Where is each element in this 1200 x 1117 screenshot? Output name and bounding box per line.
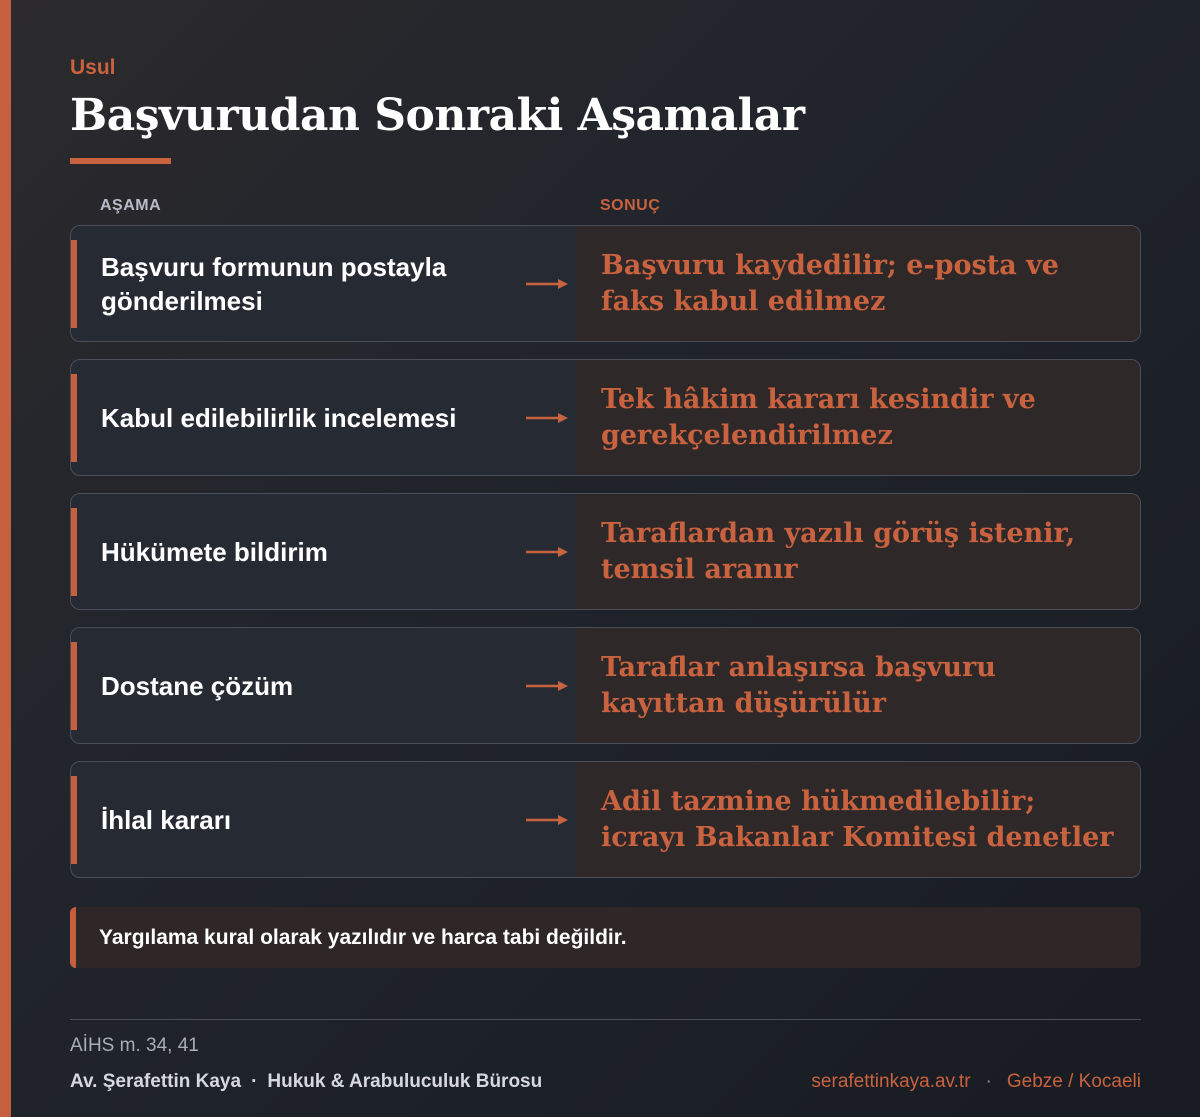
result-label: Adil tazmine hükmedilebilir; icrayı Bakanlar Komitesi denetler <box>601 785 1114 853</box>
stage-row <box>70 359 1141 476</box>
stage-row <box>70 627 1141 744</box>
row-accent <box>71 776 77 864</box>
note-text: Yargılama kural olarak yazılıdır ve harca tabi değildir. <box>99 925 627 949</box>
site-separator: · <box>985 1071 992 1092</box>
row-accent <box>71 642 77 730</box>
row-accent <box>71 374 77 462</box>
arrow-right-icon <box>526 277 568 291</box>
eyebrow-label: Usul <box>70 56 116 79</box>
row-accent <box>71 508 77 596</box>
page-title: Başvurudan Sonraki Aşamalar <box>70 90 805 141</box>
author-line <box>70 1071 542 1093</box>
footer-divider <box>70 1019 1141 1020</box>
arrow-right-icon <box>526 679 568 693</box>
left-accent-bar <box>0 0 11 1117</box>
author-separator: · <box>251 1071 258 1092</box>
arrow-right-icon <box>526 545 568 559</box>
site-line <box>811 1071 1141 1093</box>
arrow-right-icon <box>526 813 568 827</box>
stage-label: Hükümete bildirim <box>101 536 328 567</box>
title-underline <box>70 158 171 164</box>
source-reference: AİHS m. 34, 41 <box>70 1035 199 1056</box>
location-text: Gebze / Kocaeli <box>1006 1071 1141 1092</box>
stage-label: Dostane çözüm <box>101 670 294 701</box>
stage-label: İhlal kararı <box>101 804 232 835</box>
stage-label: Başvuru formunun postayla gönderilmesi <box>101 251 447 316</box>
result-label: Tek hâkim kararı kesindir ve gerekçelendirilmez <box>601 383 1036 451</box>
result-label: Başvuru kaydedilir; e-posta ve faks kabul edilmez <box>601 249 1059 317</box>
office-name: Hukuk & Arabuluculuk Bürosu <box>267 1071 543 1092</box>
info-note <box>70 907 1141 968</box>
stage-row <box>70 493 1141 610</box>
stage-label: Kabul edilebilirlik incelemesi <box>101 402 457 433</box>
result-label: Taraflar anlaşırsa başvuru kayıttan düşürülür <box>601 651 996 719</box>
website-link[interactable]: serafettinkaya.av.tr <box>811 1071 971 1092</box>
stage-row <box>70 225 1141 342</box>
stage-row <box>70 761 1141 878</box>
author-name: Av. Şerafettin Kaya <box>70 1071 242 1092</box>
note-accent <box>70 907 76 968</box>
row-accent <box>71 240 77 328</box>
column-header-result: SONUÇ <box>600 197 661 214</box>
column-header-stage: AŞAMA <box>100 197 162 214</box>
arrow-right-icon <box>526 411 568 425</box>
result-label: Taraflardan yazılı görüş istenir, temsil aranır <box>601 517 1076 585</box>
